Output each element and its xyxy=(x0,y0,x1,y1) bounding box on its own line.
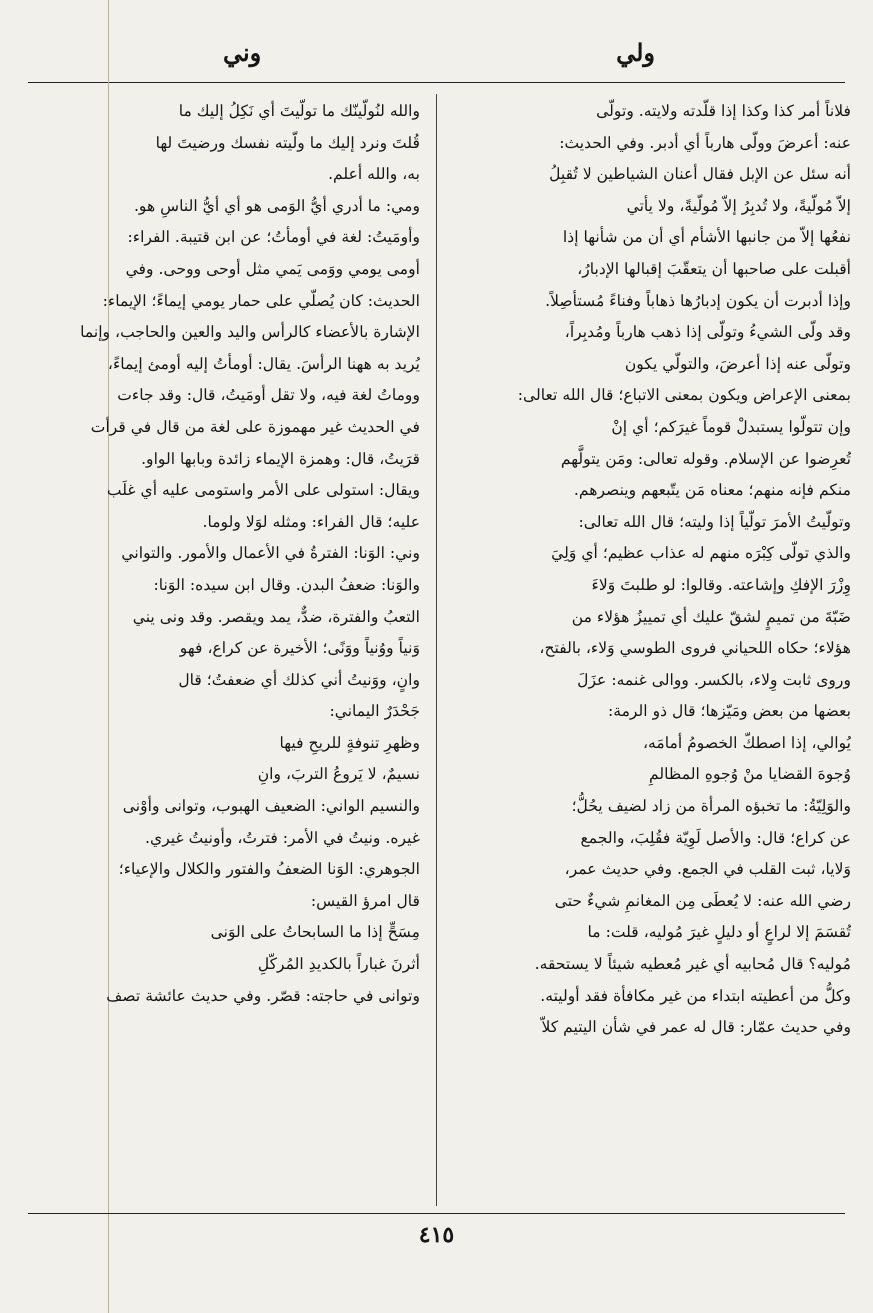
text-line: وكلُّ من أعطيته ابتداء من غير مكافأة فقد أوليته. xyxy=(540,986,851,1005)
text-line: وظهرِ تنوفةٍ للريحِ فيها xyxy=(279,733,420,752)
text-line: نفعُها إلاّ من جانبها الأشأم أي أن من شأنها إذا xyxy=(562,228,851,247)
text-line: تُعرِضوا عن الإسلام. وقوله تعالى: ومَن يتولَّهم xyxy=(560,449,851,468)
text-line: ضَبّةَ من تميمٍ لشقّ عليك أي تمييزُ هؤلاء من xyxy=(571,607,851,626)
text-line: ومي: ما أدري أيُّ الوَمى هو أي أيُّ الناسِ هو. xyxy=(133,196,420,215)
text-line: وتوانى في حاجته: قصّر. وفي حديث عائشة تصف xyxy=(106,986,420,1005)
text-line: عن كراع؛ قال: والأصل لَوِيّة فقُلِبَ، والجمع xyxy=(580,828,851,847)
text-line: وتولّى عنه إذا أعرضَ، والتولّي يكون xyxy=(624,354,851,373)
header-right-word: ولي xyxy=(616,38,655,67)
text-line: نسيمٌ، لا يَروعُ التربَ، وانِ xyxy=(257,765,420,784)
text-line: بعضها من بعض ومَيّزها؛ قال ذو الرمة: xyxy=(607,702,851,721)
text-line: وفي حديث عمّار: قال له عمر في شأن اليتيم كلاّ xyxy=(541,1018,851,1037)
text-line: يُوالي، إذا اصطكّ الخصومُ أمامَه، xyxy=(642,733,851,752)
text-line: وقد ولّى الشيءُ وتولّى إذا ذهب هارباً ومُدبِراً، xyxy=(564,323,851,342)
text-line: منكم فإنه منهم؛ معناه مَن يتّبعهم وينصرهم. xyxy=(573,481,851,500)
text-line: ووماتُ لغة فيه، ولا تقل أومَيتُ، قال: وقد جاءت xyxy=(117,386,420,405)
text-line: وَنياً ووُنياً ووَنًى؛ الأخيرة عن كراع، فهو xyxy=(179,639,420,658)
text-line: الإشارة بالأعضاء كالرأس واليد والعين والحاجب، وإنما xyxy=(80,323,420,342)
text-line: في الحديث غير مهموزة على لغة من قال في قرأت xyxy=(90,417,420,436)
text-line: التعبُ والفترة، ضدٌّ، يمد ويقصر. وقد ونى يني xyxy=(132,607,420,626)
text-line: رضي الله عنه: لا يُعطَى مِن المغانمِ شيءٌ حتى xyxy=(554,891,851,910)
text-line: وإن تتولّوا يستبدلْ قوماً غيرَكم؛ أي إنْ xyxy=(611,417,851,436)
top-rule xyxy=(28,82,845,83)
text-line: قرَيتُ، قال: وهمزة الإيماء زائدة وبابها الواو. xyxy=(141,449,420,468)
text-line: والله لنُولّينّك ما تولّيتَ أي نَكِلُ إليك ما xyxy=(178,102,420,120)
text-line: أثرنَ غباراً بالكديدِ المُركّلِ xyxy=(257,955,420,974)
text-line: عليه؛ قال الفراء: ومثله لوَلا ولوما. xyxy=(202,512,420,531)
text-line: وِزْرَ الإفكِ وإشاعته. وقالوا: لو طلبتَ وَلاءَ xyxy=(591,575,851,594)
text-line: تُقسَمَ إلا لراعٍ أو دليلٍ غيرَ مُوليه، قلت: ما xyxy=(587,923,851,942)
text-line: بمعنى الإعراض ويكون بمعنى الاتباع؛ قال الله تعالى: xyxy=(517,386,851,405)
text-line: وانٍ، ووَنيتُ أني كذلك أي ضعفتُ؛ قال xyxy=(178,670,420,689)
text-line: والنسيم الواني: الضعيف الهبوب، وتوانى وأوْنى xyxy=(122,797,420,816)
text-line: به، والله أعلم. xyxy=(328,165,420,184)
left-column xyxy=(28,96,420,1206)
header-left-word: وني xyxy=(223,38,262,67)
text-line: الحديث: كان يُصلّي على حمار يومي إيماءً؛ الإيماء: xyxy=(102,291,420,310)
right-column xyxy=(451,96,851,1206)
text-line: والذي تولّى كِبْرَه منهم له عذاب عظيم؛ أي وَلِيَ xyxy=(551,544,851,563)
page-number: ٤١٥ xyxy=(418,1222,455,1248)
text-line: أنه سئل عن الإبل فقال أعنان الشياطين لا تُقبِلُ xyxy=(549,165,851,184)
text-line: أقبلت على صاحبها أن يتعقّبَ إقبالها الإدبارُ، xyxy=(577,259,851,278)
text-line: إلاّ مُولّيةً، ولا تُدبِرُ إلاّ مُولّيةً، ولا يأتي xyxy=(626,196,851,215)
page-header xyxy=(28,38,845,78)
text-line: قال امرؤ القيس: xyxy=(310,891,420,910)
text-line: مُوليه؟ قال مُحابيه أي غير مُعطيه شيئاً لا يستحقه. xyxy=(534,955,851,974)
text-line: الجوهري: الوَنا الضعفُ والفتور والكلال والإعياء؛ xyxy=(118,860,420,879)
text-line: وَلايا، ثبت القلب في الجمع. وفي حديث عمر، xyxy=(564,860,851,879)
text-line: أومى يومي ووَمى يَمي مثل أوحى ووحى. وفي xyxy=(125,259,420,278)
text-line: قُلتَ ونرد إليك ما ولّيته نفسك ورضيتَ لها xyxy=(155,133,420,152)
text-line: جَحْدَرٌ اليماني: xyxy=(329,702,420,721)
text-line: مِسَحٍّ إذا ما السابحاتُ على الوَنى xyxy=(210,923,420,942)
text-line: عنه: أعرضَ وولّى هارباً أي أدبر. وفي الحديث: xyxy=(559,133,851,152)
text-line: وُجوهَ القضايا منْ وُجوهِ المظالمِ xyxy=(649,765,851,784)
text-line: وروى ثابت وِلاء، بالكسر. ووالى غنمه: عزَلَ xyxy=(577,670,851,689)
text-line: وني: الوَنا: الفترةُ في الأعمال والأمور. والتواني xyxy=(121,544,420,563)
text-line: والوَنا: ضعفُ البدن. وقال ابن سيده: الوَنا: xyxy=(153,575,420,594)
text-line: ويقال: استولى على الأمر واستومى عليه أي غلَب xyxy=(106,481,420,500)
text-line: غيره. ونيتُ في الأمر: فترتُ، وأونيتُ غيري. xyxy=(145,828,420,847)
bottom-rule xyxy=(28,1213,845,1214)
text-line: يُريد به ههنا الرأسَ. يقال: أومأتُ إليه أومئ إيماءً، xyxy=(107,354,420,373)
column-divider xyxy=(436,94,437,1206)
text-line: وأومَيتُ: لغة في أومأتُ؛ عن ابن قتيبة. الفراء: xyxy=(127,228,420,247)
text-line: والوَلِيّةُ: ما تخبؤه المرأة من زاد لضيف يحُلُّ؛ xyxy=(571,797,851,816)
text-line: فلاناً أمر كذا وكذا إذا قلّدته ولايته. وتولّى xyxy=(596,102,851,120)
text-line: وتولّيتُ الأمرَ تولّياً إذا وليته؛ قال الله تعالى: xyxy=(578,512,851,531)
text-line: وإذا أدبرت أن يكون إدبارُها ذهاباً وفناءً مُستأصِلاً. xyxy=(545,291,851,310)
text-line: هؤلاء؛ حكاه اللحياني فروى الطوسي وَلاء، بالفتح، xyxy=(539,639,851,658)
